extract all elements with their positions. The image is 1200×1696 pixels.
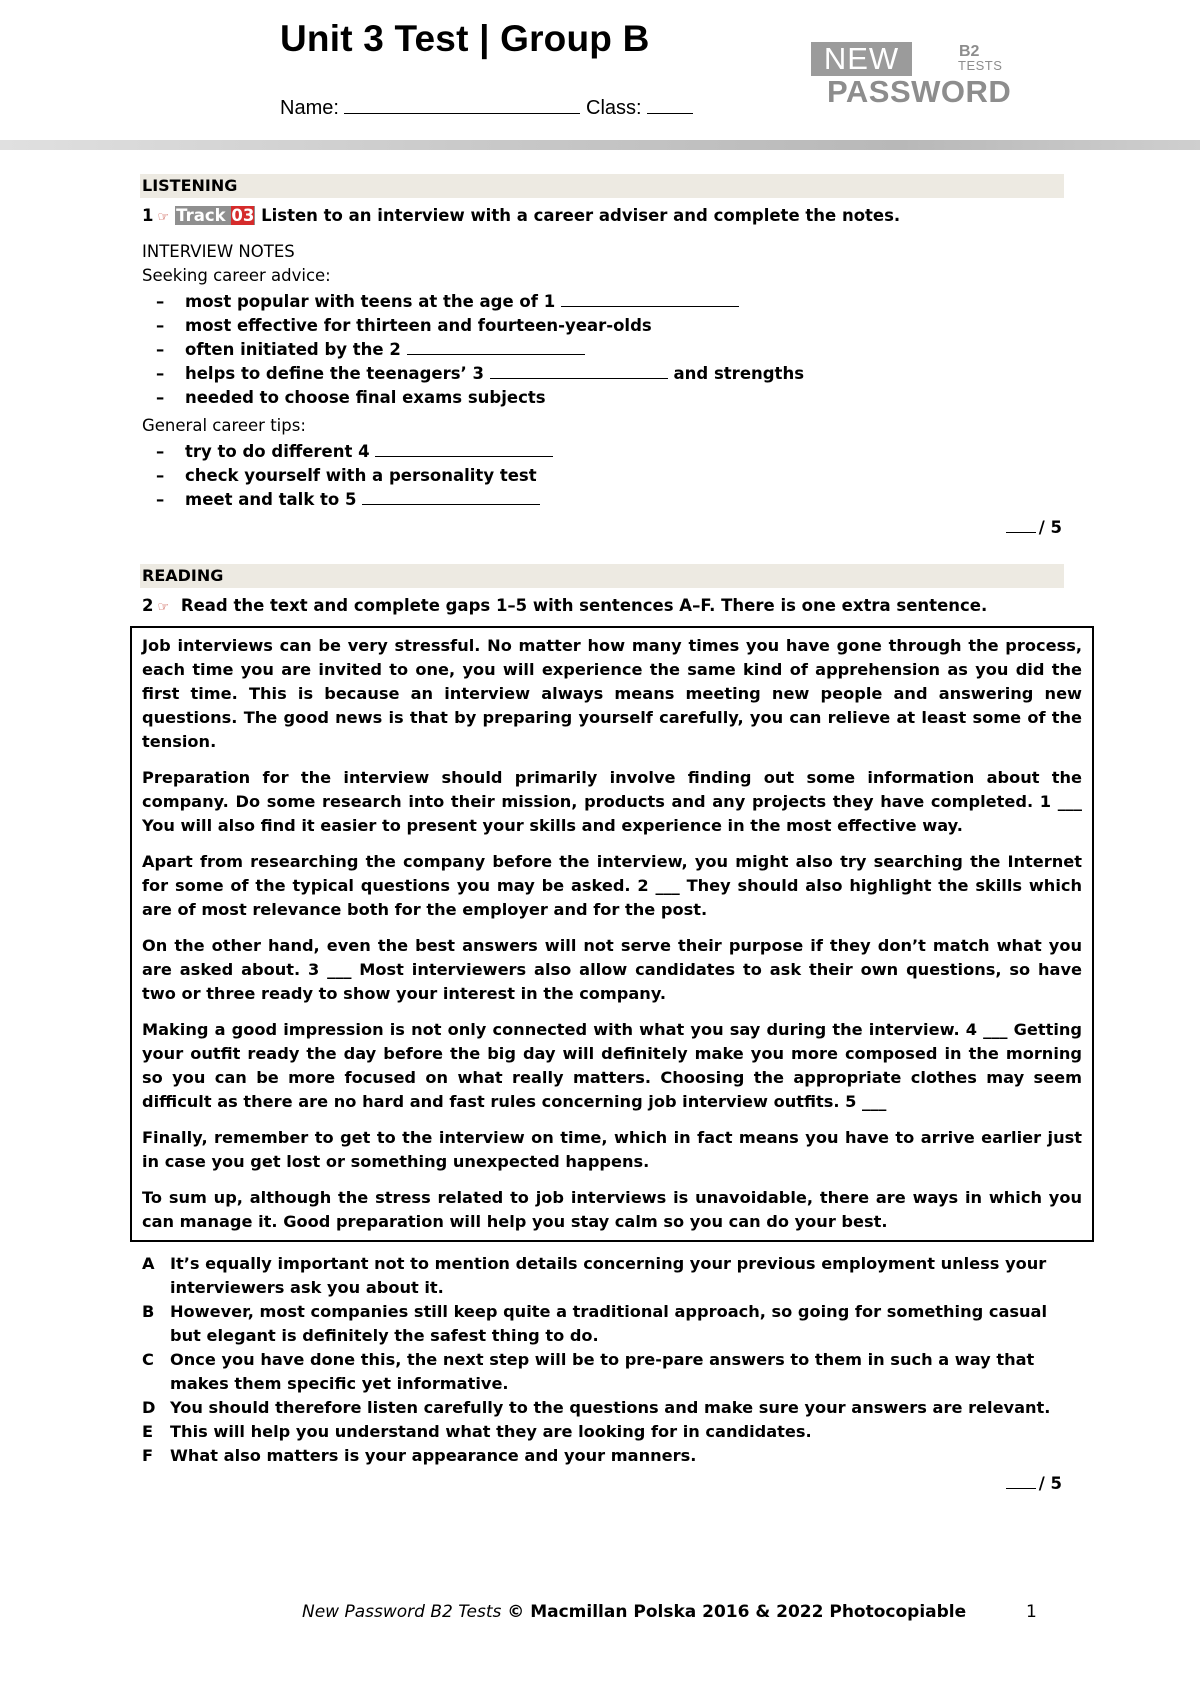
reading-paragraph: To sum up, although the stress related to job interviews is unavoidable, there are ways in which you can manage it. Good preparation will help you stay calm so you can do your best. xyxy=(142,1188,1082,1231)
listening-section-title: LISTENING xyxy=(140,174,1064,198)
reading-paragraph: Finally, remember to get to the interview on time, which in fact means you have to arrive earlier just in case you get lost or something unexpected happens. xyxy=(142,1128,1082,1171)
exam-hand-icon: ☞ xyxy=(157,600,170,615)
sentence-options xyxy=(142,1252,1062,1468)
answer-gap[interactable] xyxy=(375,440,553,457)
logo-password: PASSWORD xyxy=(827,74,1012,109)
exercise-number: 1 xyxy=(142,206,154,225)
reading-paragraph: Job interviews can be very stressful. No matter how many times you have gone through the process, each time you are invited to one, you will experience the same kind of apprehension as you did the first time. This is because an interview always means meeting new people and answering new questions. The good news is that by preparing yourself carefully, you can relieve at least some of the tension. xyxy=(142,636,1082,751)
option-text: However, most companies still keep quite a traditional approach, so going for something casual but elegant is definitely the safest thing to do. xyxy=(170,1302,1048,1345)
logo-new: NEW xyxy=(811,42,912,76)
exam-hand-icon: ☞ xyxy=(157,210,170,225)
option-letter: E xyxy=(142,1422,154,1441)
sentence-option xyxy=(142,1348,1062,1396)
option-letter: F xyxy=(142,1446,154,1465)
logo-level: B2 xyxy=(959,43,980,60)
notes-item-text-after: and strengths xyxy=(673,364,805,383)
track-badge xyxy=(175,206,255,225)
score-blank[interactable] xyxy=(1006,518,1036,533)
listening-score xyxy=(142,516,1062,540)
reading-text-box xyxy=(130,626,1094,1242)
notes-item-text: often initiated by the 2 xyxy=(185,340,401,359)
track-word: Track xyxy=(176,206,226,225)
reading-paragraph: On the other hand, even the best answers will not serve their purpose if they don’t match what you are asked about. 3 ___ Most interviewers also allow candidates to ask their own questions, so have two or three ready to show your interest in the company. xyxy=(142,936,1082,1003)
track-number: 03 xyxy=(231,206,255,225)
instruction-text: Listen to an interview with a career adviser and complete the notes. xyxy=(261,206,901,225)
page-title: Unit 3 Test | Group B xyxy=(280,18,650,59)
score-total: / 5 xyxy=(1038,518,1062,537)
sentence-option xyxy=(142,1444,1062,1468)
option-letter: D xyxy=(142,1398,156,1417)
notes-item xyxy=(142,338,1062,362)
name-field[interactable] xyxy=(344,97,580,114)
interview-notes xyxy=(142,240,1062,512)
notes-list-2 xyxy=(142,440,1062,512)
answer-gap[interactable] xyxy=(362,488,540,505)
notes-item-text: most popular with teens at the age of 1 xyxy=(185,292,556,311)
sentence-option xyxy=(142,1252,1062,1300)
notes-item-text: most effective for thirteen and fourteen-year-olds xyxy=(185,316,652,335)
option-letter: A xyxy=(142,1254,155,1273)
option-text: What also matters is your appearance and your manners. xyxy=(170,1446,697,1465)
exercise-number: 2 xyxy=(142,596,154,615)
instruction-text: Read the text and complete gaps 1–5 with sentences A–F. There is one extra sentence. xyxy=(180,596,988,615)
reading-score xyxy=(142,1472,1062,1496)
logo-tests: TESTS xyxy=(958,58,1003,73)
notes-item xyxy=(142,314,1062,338)
notes-item-text: check yourself with a personality test xyxy=(185,466,537,485)
reading-section-title: READING xyxy=(140,564,1064,588)
name-label: Name: xyxy=(280,97,339,119)
footer-copyright-text: © Macmillan Polska 2016 & 2022 Photocopiable xyxy=(507,1602,967,1622)
reading-paragraph: Apart from researching the company before the interview, you might also try searching the Internet for some of the typical questions you may be asked. 2 ___ They should also highlight the skills which are of most relevance both for the employer and for the post. xyxy=(142,852,1082,919)
notes-subheading-1: Seeking career advice: xyxy=(142,266,331,285)
name-class-line xyxy=(280,97,693,120)
option-text: You should therefore listen carefully to the questions and make sure your answers are relevant. xyxy=(170,1398,1051,1417)
option-letter: B xyxy=(142,1302,155,1321)
page-number: 1 xyxy=(1026,1602,1037,1622)
sentence-option xyxy=(142,1396,1062,1420)
notes-item xyxy=(142,464,1062,488)
notes-list-1 xyxy=(142,290,1062,410)
header-divider xyxy=(0,140,1200,150)
reading-paragraph: Making a good impression is not only connected with what you say during the interview. 4 ___ Getting your outfit ready the day before the big day will definitely make you more composed in the morning so you can be more focused on what really matters. Choosing the appropriate clothes may seem difficult as there are no hard and fast rules concerning job interview outfits. 5 ___ xyxy=(142,1020,1082,1111)
notes-item xyxy=(142,488,1062,512)
sentence-option xyxy=(142,1300,1062,1348)
notes-item-text: helps to define the teenagers’ 3 xyxy=(185,364,485,383)
notes-item xyxy=(142,362,1062,386)
footer-copyright xyxy=(302,1602,966,1622)
option-text: It’s equally important not to mention details concerning your previous employment unless your interviewers ask you about it. xyxy=(170,1254,1047,1297)
answer-gap[interactable] xyxy=(490,362,668,379)
answer-gap[interactable] xyxy=(561,290,739,307)
notes-item-text: meet and talk to 5 xyxy=(185,490,357,509)
option-letter: C xyxy=(142,1350,154,1369)
notes-subheading-2: General career tips: xyxy=(142,416,306,435)
test-content xyxy=(142,174,1082,1496)
reading-paragraph: Preparation for the interview should primarily involve finding out some information about the company. Do some research into their mission, products and any projects they have completed. 1 ___ You will also find it easier to present your skills and experience in the most effective way. xyxy=(142,768,1082,835)
notes-item xyxy=(142,290,1062,314)
score-total: / 5 xyxy=(1038,1474,1062,1493)
class-label: Class: xyxy=(586,97,642,119)
option-text: Once you have done this, the next step will be to pre-pare answers to them in such a way that makes them specific yet informative. xyxy=(170,1350,1035,1393)
score-blank[interactable] xyxy=(1006,1474,1036,1489)
class-field[interactable] xyxy=(647,97,693,114)
notes-item-text: try to do different 4 xyxy=(185,442,370,461)
sentence-option xyxy=(142,1420,1062,1444)
option-text: This will help you understand what they are looking for in candidates. xyxy=(170,1422,812,1441)
notes-heading: INTERVIEW NOTES xyxy=(142,242,295,261)
notes-item xyxy=(142,440,1062,464)
new-password-logo xyxy=(811,42,1011,110)
reading-instruction xyxy=(142,594,1062,620)
listening-instruction xyxy=(142,204,1062,230)
notes-item-text: needed to choose final exams subjects xyxy=(185,388,546,407)
answer-gap[interactable] xyxy=(407,338,585,355)
footer-book-title: New Password B2 Tests xyxy=(302,1602,502,1622)
notes-item xyxy=(142,386,1062,410)
